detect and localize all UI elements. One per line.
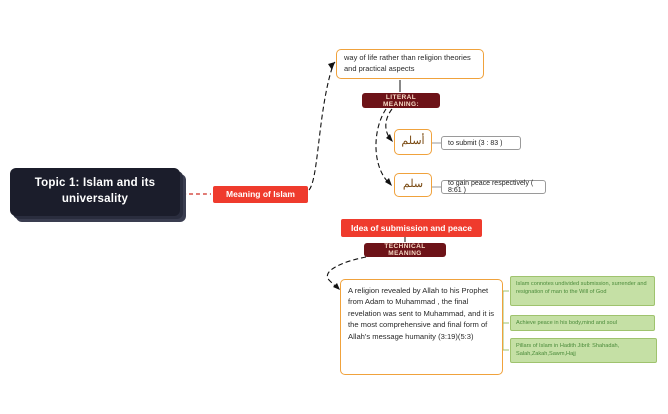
mindmap-root-node[interactable] — [10, 168, 180, 216]
node-green-note-1-text: Islam connotes undivided submission, surrender and resignation of man to the Will of God — [516, 281, 647, 296]
node-peace-gloss[interactable] — [441, 180, 546, 194]
node-religion-description[interactable] — [340, 279, 503, 375]
node-green-note-2-text: Achieve peace in his body,mind and soul — [516, 319, 617, 326]
node-green-note-2[interactable] — [510, 315, 655, 331]
node-arabic-salima[interactable] — [394, 173, 432, 197]
node-meaning-of-islam-label: Meaning of Islam — [226, 189, 295, 200]
node-idea-of-submission-label: Idea of submission and peace — [351, 222, 472, 233]
node-arabic-salima-text: سلم — [402, 178, 424, 191]
node-peace-gloss-text: to gain peace respectively ( 8:61 ) — [448, 180, 534, 194]
node-submit-gloss-text: to submit (3 : 83 ) — [448, 139, 503, 147]
node-meaning-of-islam[interactable] — [213, 186, 308, 203]
node-way-of-life-text: way of life rather than religion theories and practical aspects — [344, 53, 471, 73]
node-way-of-life[interactable] — [336, 49, 484, 79]
node-arabic-aslama-text: أسلم — [401, 135, 425, 148]
node-literal-meaning-label: LITERAL MEANING: — [382, 93, 420, 108]
node-arabic-aslama[interactable] — [394, 129, 432, 155]
node-religion-description-text: A religion revealed by Allah to his Prophet from Adam to Muhammad , the final revelation was sent to Muhammad, and it is the most comprehensive and final form of Allah's message humanity (3:19)(5:3) — [348, 286, 495, 341]
node-submit-gloss[interactable] — [441, 136, 521, 150]
node-technical-meaning[interactable] — [364, 243, 446, 257]
node-literal-meaning[interactable] — [362, 93, 440, 108]
node-technical-meaning-label: TECHNICAL MEANING — [384, 243, 426, 257]
node-green-note-3[interactable] — [510, 338, 657, 363]
root-node-label: Topic 1: Islam and its universality — [34, 177, 156, 205]
node-green-note-3-text: Pillars of Islam in Hadith Jibril: Shahadah, Salah,Zakah,Sawm,Hajj — [516, 343, 620, 358]
node-idea-of-submission[interactable] — [341, 219, 482, 237]
node-green-note-1[interactable] — [510, 276, 655, 306]
